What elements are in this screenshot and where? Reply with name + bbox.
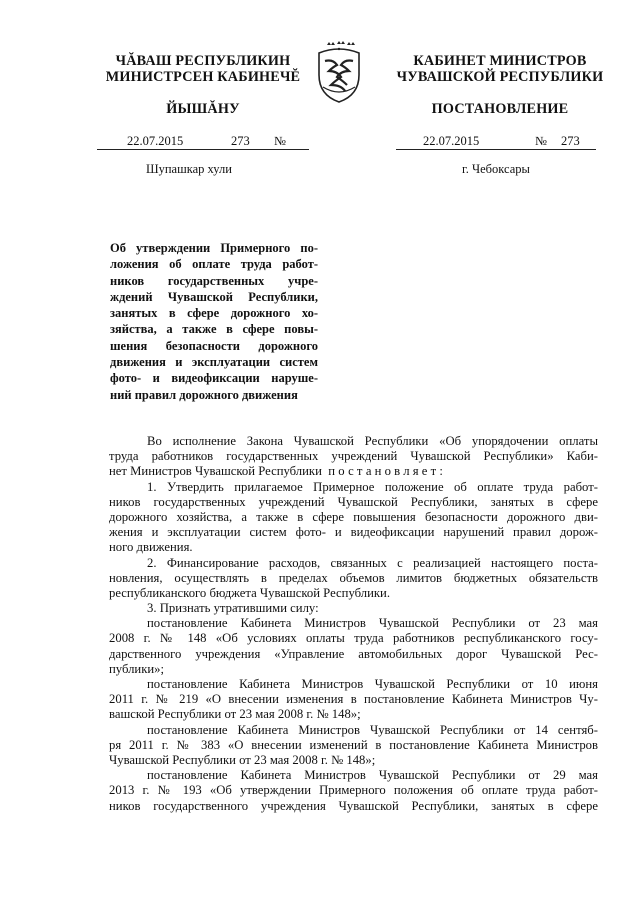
right-doc-type: ПОСТАНОВЛЕНИЕ bbox=[431, 101, 569, 117]
body-line: постановление Кабинета Министров Чувашской Республики от 10 июня bbox=[147, 677, 598, 691]
body-line: республиканского бюджета Чувашской Республики. bbox=[109, 585, 391, 600]
body-line: 2. Финансирование расходов, связанных с реализацией настоящего поста- bbox=[147, 555, 598, 570]
document-body bbox=[109, 434, 598, 814]
body-line: дарственного учреждения «Управление автомобильных дорог Чувашской Рес- bbox=[109, 646, 598, 661]
left-doc-type: ЙЫШĂНУ bbox=[166, 101, 240, 117]
body-line: 2013 г. № 193 «Об утверждении Примерного положения об оплате труда работ- bbox=[109, 783, 598, 798]
left-number-sign: № bbox=[274, 134, 286, 148]
subject-line: зяйства, а также в сфере повы- bbox=[110, 322, 318, 337]
body-line: вашской Республики от 23 мая 2008 г. № 148»; bbox=[109, 707, 361, 722]
right-number: 273 bbox=[561, 134, 580, 148]
body-line: постановление Кабинета Министров Чувашской Республики от 14 сентяб- bbox=[147, 722, 598, 737]
subject-line: Об утверждении Примерного по- bbox=[110, 241, 318, 255]
body-line: дорожного хозяйства, а также в сфере повышения безопасности дорожного дви- bbox=[109, 509, 598, 524]
right-date: 22.07.2015 bbox=[423, 134, 480, 148]
body-line: постановление Кабинета Министров Чувашской Республики от 29 мая bbox=[147, 768, 598, 783]
body-line: ного движения. bbox=[109, 540, 193, 555]
subject-line: шения безопасности дорожного bbox=[110, 338, 318, 353]
body-line: 2008 г. № 148 «Об условиях оплаты труда работников республиканского госу- bbox=[109, 631, 598, 646]
body-line: ников государственных учреждений Чувашской Республики, занятых в сфере bbox=[109, 494, 598, 509]
right-title-line1: КАБИНЕТ МИНИСТРОВ bbox=[413, 53, 587, 69]
right-number-sign: № bbox=[535, 134, 547, 148]
body-line: Во исполнение Закона Чувашской Республики «Об упорядочении оплаты bbox=[147, 434, 598, 448]
left-title-line2: МИНИСТРСЕН КАБИНЕЧĔ bbox=[105, 69, 301, 85]
right-date-line bbox=[396, 134, 596, 149]
subject-line: ников государственных учре- bbox=[110, 273, 318, 288]
right-title-line2: ЧУВАШСКОЙ РЕСПУБЛИКИ bbox=[396, 69, 604, 85]
body-line: новления, осуществлять в пределах объемов лимитов бюджетных обязательств bbox=[109, 570, 598, 585]
left-city: Шупашкар хули bbox=[146, 162, 232, 176]
left-date-line bbox=[97, 134, 309, 149]
resolves-word: постановляет: bbox=[328, 464, 447, 479]
subject-line: движения и эксплуатации систем bbox=[110, 355, 318, 370]
left-title-line1: ЧĂВАШ РЕСПУБЛИКИН bbox=[115, 53, 291, 69]
subject-line: ний правил дорожного движения bbox=[110, 387, 298, 402]
body-line: 3. Признать утратившими силу: bbox=[147, 601, 319, 616]
body-line: публики»; bbox=[109, 661, 165, 676]
body-line: ников государственного учреждения Чувашской Республики, занятых в сфере bbox=[109, 798, 598, 813]
subject-line: ложения об оплате труда работ- bbox=[110, 257, 318, 272]
body-line: Чувашской Республики от 23 мая 2008 г. № 148»; bbox=[109, 752, 376, 767]
right-city: г. Чебоксары bbox=[462, 162, 530, 176]
left-header bbox=[98, 53, 308, 85]
body-line: ря 2011 г. № 383 «О внесении изменений в постановление Кабинета Министров bbox=[109, 737, 598, 752]
coat-of-arms-icon bbox=[311, 41, 367, 105]
body-line-resolves bbox=[109, 464, 598, 479]
body-line: нет Министров Чувашской Республики bbox=[109, 464, 322, 479]
left-number: 273 bbox=[231, 134, 250, 148]
body-line: труда работников государственных учреждений Чувашской Республики» Каби- bbox=[109, 449, 598, 464]
body-line: 2011 г. № 219 «О внесении изменения в постановление Кабинета Министров Чу- bbox=[109, 692, 598, 707]
body-line: жения и эксплуатации систем фото- и видеофиксации нарушений правил дорож- bbox=[109, 525, 598, 540]
body-line: 1. Утвердить прилагаемое Примерное положение об оплате труда работ- bbox=[147, 479, 598, 494]
body-line: постановление Кабинета Министров Чувашской Республики от 23 мая bbox=[147, 616, 598, 631]
document-subject bbox=[110, 240, 318, 403]
right-header bbox=[380, 53, 620, 85]
left-date: 22.07.2015 bbox=[127, 134, 184, 148]
subject-line: занятых в сфере дорожного хо- bbox=[110, 306, 318, 321]
subject-line: фото- и видеофиксации наруше- bbox=[110, 371, 318, 386]
subject-line: ждений Чувашской Республики, bbox=[110, 289, 318, 304]
